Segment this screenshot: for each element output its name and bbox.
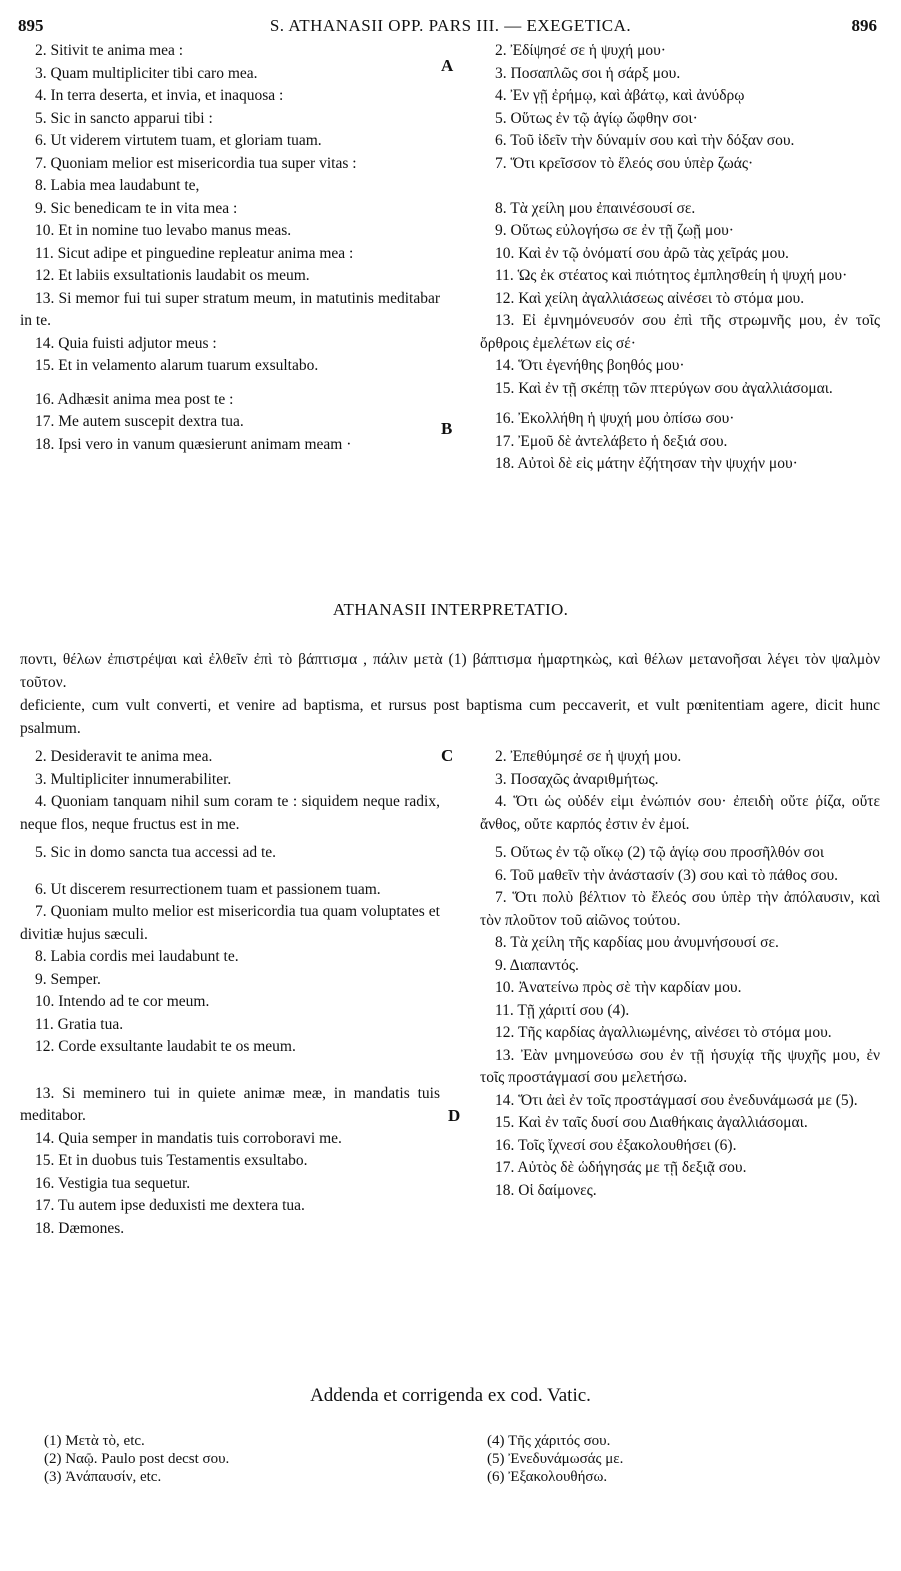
latin-verse: 6. Ut viderem virtutem tuam, et gloriam tuam. xyxy=(35,132,322,149)
greek-verse: 5. Οὕτως ἐν τῷ ἁγίῳ ὤφθην σοι· xyxy=(495,109,698,127)
latin-verse: 12. Et labiis exsultationis laudabit os meum. xyxy=(35,267,310,284)
latin-interp-verse: 13. Si meminero tui in quiete animæ meæ, in mandatis tuis meditabor. xyxy=(20,1084,440,1124)
latin-interpretation-column xyxy=(20,746,440,1240)
latin-interp-verse: 7. Quoniam multo melior est misericordia tua quam voluptates et divitiæ hujus sæculi. xyxy=(20,903,440,943)
addenda-note: (4) Τῆς χάριτός σου. xyxy=(487,1433,611,1449)
greek-verse: 14. Ὅτι ἐγενήθης βοηθός μου· xyxy=(495,357,685,374)
section-title: ATHANASII INTERPRETATIO. xyxy=(332,600,569,619)
greek-verse: 2. Ἐδίψησέ σε ἡ ψυχή μου· xyxy=(495,42,666,59)
latin-interp-verse: 16. Vestigia tua sequetur. xyxy=(35,1174,191,1192)
latin-verse: 7. Quoniam melior est misericordia tua super vitas : xyxy=(35,154,357,172)
latin-interp-verse: 9. Semper. xyxy=(35,970,101,988)
greek-verse: 17. Ἐμοῦ δὲ ἀντελάβετο ἡ δεξιά σου. xyxy=(495,432,728,450)
greek-verse: 11. Ὡς ἐκ στέατος καὶ πιότητος ἐμπλησθείη ἡ ψυχή μου· xyxy=(495,267,848,284)
latin-verse: 10. Et in nomine tuo levabo manus meas. xyxy=(35,222,292,239)
intro-greek: ποντι, θέλων ἐπιστρέψαι καὶ ἐλθεῖν ἐπὶ τὸ βάπτισμα , πάλιν μετὰ (1) βάπτισμα ἡμαρτηκὼς, καὶ θέλων μετανοῆσαι λέγει τὸν ψαλμὸν τοῦτον. xyxy=(20,651,880,691)
latin-interp-verse: 14. Quia semper in mandatis tuis corroboravi me. xyxy=(35,1129,342,1147)
greek-verse: 13. Εἰ ἐμνημόνευσόν σου ἐπὶ τῆς στρωμνῆς μου, ἐν τοῖς ὄρθροις ἐμελέτων εἰς σέ· xyxy=(480,312,880,352)
latin-verse: 16. Adhæsit anima mea post te : xyxy=(35,390,234,408)
greek-interp-verse: 17. Αὐτὸς δὲ ὡδήγησάς με τῇ δεξιᾷ σου. xyxy=(495,1159,747,1176)
addenda-notes-right xyxy=(487,1432,867,1486)
margin-letter-b: B xyxy=(441,419,453,438)
greek-verse: 6. Τοῦ ἰδεῖν τὴν δύναμίν σου καὶ τὴν δόξαν σου. xyxy=(495,132,795,149)
greek-interp-verse: 15. Καὶ ἐν ταῖς δυσί σου Διαθήκαις ἀγαλλιάσομαι. xyxy=(495,1114,808,1131)
latin-interp-verse: 12. Corde exsultante laudabit te os meum. xyxy=(35,1038,296,1055)
latin-verse: 17. Me autem suscepit dextra tua. xyxy=(35,413,244,430)
latin-interp-verse: 5. Sic in domo sancta tua accessi ad te. xyxy=(35,844,277,861)
greek-interp-verse: 6. Τοῦ μαθεῖν τὴν ἀνάστασίν (3) σου καὶ τὸ πάθος σου. xyxy=(495,866,839,884)
addenda-note: (2) Ναῷ. Paulo post decst σου. xyxy=(44,1451,230,1467)
greek-interp-verse: 10. Ἀνατείνω πρὸς σὲ τὴν καρδίαν μου. xyxy=(495,979,742,996)
addenda-note: (3) Ἀνάπαυσίν, etc. xyxy=(44,1469,162,1485)
greek-verse: 16. Ἐκολλήθη ἡ ψυχή μου ὀπίσω σου· xyxy=(495,410,735,427)
greek-interp-verse: 14. Ὅτι ἀεὶ ἐν τοῖς προστάγμασί σου ἐνεδυνάμωσά με (5). xyxy=(495,1091,858,1109)
latin-interp-verse: 17. Tu autem ipse deduxisti me dextera tua. xyxy=(35,1197,305,1214)
greek-interp-verse: 5. Οὕτως ἐν τῷ οἴκῳ (2) τῷ ἁγίῳ σου προσῆλθόν σοι xyxy=(495,844,825,861)
latin-interp-verse: 11. Gratia tua. xyxy=(35,1015,124,1033)
addenda-title: Addenda et corrigenda ex cod. Vatic. xyxy=(310,1385,591,1406)
greek-interp-verse: 4. Ὅτι ὡς οὐδέν εἰμι ἐνώπιόν σου· ἐπειδὴ οὔτε ῥίζα, οὔτε ἄνθος, οὔτε καρπός ἐστιν ἐν ἐμοί. xyxy=(480,793,880,833)
latin-verse: 14. Quia fuisti adjutor meus : xyxy=(35,334,217,352)
greek-interp-verse: 8. Τὰ χείλη τῆς καρδίας μου ἀνυμνήσουσί σε. xyxy=(495,934,779,951)
latin-interp-verse: 10. Intendo ad te cor meum. xyxy=(35,993,210,1010)
greek-verse: 8. Τὰ χείλη μου ἐπαινέσουσί σε. xyxy=(495,199,696,217)
intro-latin: deficiente, cum vult converti, et venire ad baptisma, et rursus post baptisma cum peccaverit, et vult pœnitentiam agere, dicit hunc psalmum. xyxy=(20,697,880,737)
latin-interp-verse: 18. Dæmones. xyxy=(35,1219,125,1237)
greek-interp-verse: 13. Ἐὰν μνημονεύσω σου ἐν τῇ ἡσυχίᾳ τῆς ψυχῆς μου, ἐν τοῖς προστάγμασί σου μελετήσω. xyxy=(480,1046,880,1086)
running-header xyxy=(0,16,901,40)
greek-interp-verse: 18. Οἱ δαίμονες. xyxy=(495,1181,597,1199)
greek-psalm-column xyxy=(480,40,880,476)
latin-interp-verse: 8. Labia cordis mei laudabunt te. xyxy=(35,948,239,965)
margin-letter-c: C xyxy=(441,746,454,765)
greek-interp-verse: 12. Τῆς καρδίας ἀγαλλιωμένης, αἰνέσει τὸ στόμα μου. xyxy=(495,1024,832,1041)
margin-letter-a: A xyxy=(441,56,454,75)
greek-verse: 7. Ὅτι κρεῖσσον τὸ ἔλεός σου ὑπὲρ ζωάς· xyxy=(495,154,754,172)
page-number-right: 896 xyxy=(851,16,877,35)
greek-interp-verse: 7. Ὅτι πολὺ βέλτιον τὸ ἔλεός σου ὑπὲρ τὴν ἀπόλαυσιν, καὶ τὸν πλοῦτον τοῦ αἰῶνος τούτου. xyxy=(480,889,880,929)
greek-verse: 10. Καὶ ἐν τῷ ὀνόματί σου ἀρῶ τὰς χεῖράς μου. xyxy=(495,244,789,262)
latin-interp-verse: 15. Et in duobus tuis Testamentis exsultabo. xyxy=(35,1152,308,1169)
latin-interp-verse: 3. Multipliciter innumerabiliter. xyxy=(35,770,232,788)
greek-verse: 18. Αὐτοὶ δὲ εἰς μάτην ἐζήτησαν τὴν ψυχήν μου· xyxy=(495,455,798,472)
greek-verse: 4. Ἐν γῇ ἐρήμῳ, καὶ ἀβάτῳ, καὶ ἀνύδρῳ xyxy=(495,87,745,104)
page-number-left: 895 xyxy=(18,16,44,35)
margin-letter-d: D xyxy=(448,1106,461,1125)
latin-interp-verse: 2. Desideravit te anima mea. xyxy=(35,748,213,765)
latin-verse: 15. Et in velamento alarum tuarum exsultabo. xyxy=(35,357,319,374)
greek-verse: 3. Ποσαπλῶς σοι ἡ σάρξ μου. xyxy=(495,64,681,82)
latin-interp-verse: 6. Ut discerem resurrectionem tuam et passionem tuam. xyxy=(35,880,381,898)
addenda-note: (1) Μετὰ τὸ, etc. xyxy=(44,1433,145,1449)
greek-verse: 12. Καὶ χείλη ἀγαλλιάσεως αἰνέσει τὸ στόμα μου. xyxy=(495,289,805,307)
latin-verse: 8. Labia mea laudabunt te, xyxy=(35,177,200,194)
greek-interp-verse: 2. Ἐπεθύμησέ σε ἡ ψυχή μου. xyxy=(495,748,682,765)
latin-verse: 13. Si memor fui tui super stratum meum, in matutinis meditabar in te. xyxy=(20,289,440,329)
latin-verse: 2. Sitivit te anima mea : xyxy=(35,42,184,59)
latin-verse: 18. Ipsi vero in vanum quæsierunt animam meam · xyxy=(35,435,352,453)
greek-interp-verse: 11. Τῇ χάριτί σου (4). xyxy=(495,1001,630,1019)
greek-interp-verse: 9. Διαπαντός. xyxy=(495,956,579,974)
greek-interpretation-column xyxy=(480,746,880,1202)
greek-interp-verse: 3. Ποσαχῶς ἀναριθμήτως. xyxy=(495,770,659,788)
latin-verse: 5. Sic in sancto apparui tibi : xyxy=(35,109,213,127)
latin-verse: 11. Sicut adipe et pinguedine repleatur anima mea : xyxy=(35,244,354,262)
latin-verse: 9. Sic benedicam te in vita mea : xyxy=(35,199,238,217)
greek-interp-verse: 16. Τοῖς ἴχνεσί σου ἐξακολουθήσει (6). xyxy=(495,1136,737,1154)
greek-verse: 15. Καὶ ἐν τῇ σκέπῃ τῶν πτερύγων σου ἀγαλλιάσομαι. xyxy=(495,379,833,397)
addenda-note: (6) Ἐξακολουθήσω. xyxy=(487,1469,608,1485)
latin-psalm-column xyxy=(20,40,440,456)
addenda-notes-left xyxy=(44,1432,444,1486)
latin-verse: 4. In terra deserta, et invia, et inaquosa : xyxy=(35,87,284,104)
latin-interp-verse: 4. Quoniam tanquam nihil sum coram te : siquidem neque radix, neque flos, neque fructus est in me. xyxy=(20,793,440,833)
latin-verse: 3. Quam multipliciter tibi caro mea. xyxy=(35,64,258,82)
greek-verse: 9. Οὕτως εὐλογήσω σε ἐν τῇ ζωῇ μου· xyxy=(495,222,734,239)
running-title: S. ATHANASII OPP. PARS III. — EXEGETICA. xyxy=(269,16,632,35)
addenda-note: (5) Ἐνεδυνάμωσάς με. xyxy=(487,1451,624,1467)
